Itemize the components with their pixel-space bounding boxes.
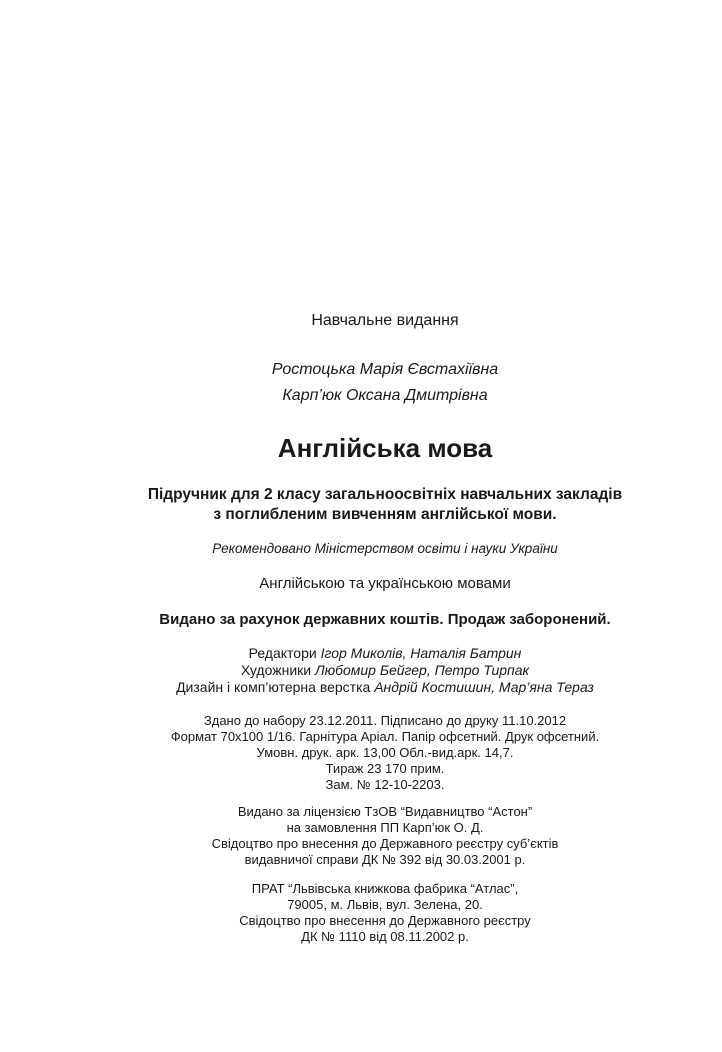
recommendation: Рекомендовано Міністерством освіти і науки України xyxy=(212,541,558,556)
print-info-line: Тираж 23 170 прим. xyxy=(325,761,445,776)
design-line xyxy=(40,679,722,696)
author-2: Карп’юк Оксана Дмитрівна xyxy=(282,387,488,404)
print-info xyxy=(40,713,722,793)
printer-line: 79005, м. Львів, вул. Зелена, 20. xyxy=(287,897,483,912)
editors-label: Редактори xyxy=(248,645,317,661)
subtitle-line-2: з поглибленим вивченням англійської мови. xyxy=(213,506,557,523)
authors xyxy=(40,357,722,409)
book-title: Англійська мова xyxy=(277,433,493,463)
artists-label: Художники xyxy=(240,662,312,678)
printer-line: ДК № 1110 від 08.11.2002 р. xyxy=(301,929,469,944)
print-info-line: Зам. № 12-10-2203. xyxy=(325,777,445,792)
editors-line xyxy=(40,645,722,662)
editors-names: Ігор Миколів, Наталія Батрин xyxy=(320,645,522,661)
license-line: Свідоцтво про внесення до Державного реєстру суб’єктів xyxy=(211,836,559,851)
subtitle-line-1: Підручник для 2 класу загальноосвітніх навчальних закладів xyxy=(147,486,623,503)
print-info-line: Умовн. друк. арк. 13,00 Обл.-вид.арк. 14,7. xyxy=(256,745,514,760)
license-line: Видано за ліцензією ТзОВ “Видавництво “Астон” xyxy=(237,804,533,819)
credits xyxy=(40,645,722,696)
printer-line: Свідоцтво про внесення до Державного реєстру xyxy=(239,913,531,928)
design-names: Андрій Костишин, Мар’яна Тераз xyxy=(374,679,594,695)
print-info-line: Формат 70x100 1/16. Гарнітура Аріал. Папір офсетний. Друк офсетний. xyxy=(170,729,600,744)
printer-info xyxy=(40,881,722,945)
subtitle xyxy=(40,485,722,525)
print-info-line: Здано до набору 23.12.2011. Підписано до друку 11.10.2012 xyxy=(203,713,567,728)
edition-type: Навчальне видання xyxy=(311,312,459,329)
design-label: Дизайн і комп’ютерна верстка xyxy=(176,679,371,695)
artists-line xyxy=(40,662,722,679)
languages-note: Англійською та українською мовами xyxy=(259,575,511,592)
author-1: Ростоцька Марія Євстахіївна xyxy=(271,361,499,378)
funding-note: Видано за рахунок державних коштів. Продаж заборонений. xyxy=(159,611,611,628)
printer-line: ПРАТ “Львівська книжкова фабрика “Атлас”, xyxy=(251,881,519,896)
license-line: на замовлення ПП Карп’юк О. Д. xyxy=(286,820,484,835)
license-line: видавничої справи ДК № 392 від 30.03.2001 р. xyxy=(244,852,526,867)
license-info xyxy=(40,804,722,868)
artists-names: Любомир Бейгер, Петро Тирпак xyxy=(314,662,530,678)
